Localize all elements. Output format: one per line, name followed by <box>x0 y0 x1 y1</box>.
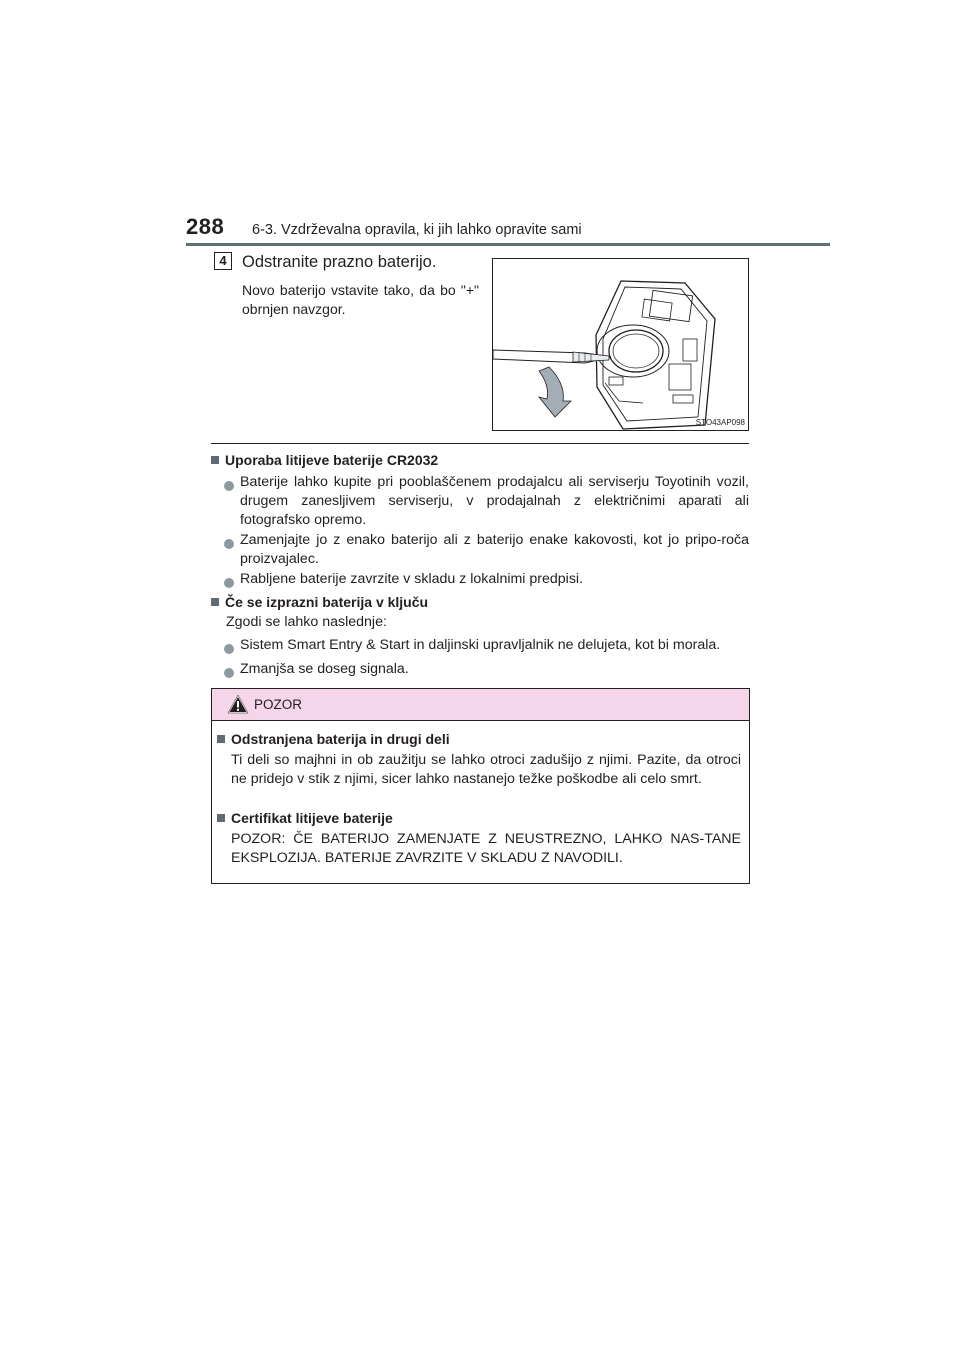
caution-item-text: POZOR: ČE BATERIJO ZAMENJATE Z NEUSTREZNO, LAHKO NAS-TANE EKSPLOZIJA. BATERIJE ZAVRZITE V SKLADU Z NAVODILI. <box>231 831 741 866</box>
caution-header <box>212 689 749 721</box>
caution-label: POZOR <box>254 697 303 712</box>
square-bullet-icon <box>211 456 219 464</box>
caution-item-heading <box>217 810 393 826</box>
circle-bullet-icon <box>224 644 234 654</box>
caution-item-heading-text: Certifikat litijeve baterije <box>231 810 393 826</box>
battery-removal-illustration <box>492 258 749 431</box>
list-item-text: Sistem Smart Entry & Start in daljinski upravljalnik ne delujeta, kot bi morala. <box>240 637 721 653</box>
caution-box <box>211 688 750 884</box>
caution-item-heading <box>217 731 450 747</box>
step-instruction: Novo baterijo vstavite tako, da bo "+" obrnjen navzgor. <box>242 282 479 317</box>
square-bullet-icon <box>217 814 225 822</box>
section-title: 6-3. Vzdrževalna opravila, ki jih lahko opravite sami <box>252 222 582 238</box>
list-item-text: Zmanjša se doseg signala. <box>240 661 409 677</box>
section-heading <box>211 452 438 468</box>
square-bullet-icon <box>217 735 225 743</box>
section-heading-text: Če se izprazni baterija v ključu <box>225 594 429 610</box>
list-item <box>224 531 749 569</box>
warning-triangle-icon <box>227 694 249 714</box>
header-rule <box>186 243 830 246</box>
list-item-text: Rabljene baterije zavrzite v skladu z lokalnimi predpisi. <box>240 571 584 587</box>
circle-bullet-icon <box>224 539 234 549</box>
list-item <box>224 570 749 593</box>
divider <box>211 443 749 444</box>
key-fob-drawing <box>493 259 748 430</box>
list-item <box>224 636 749 659</box>
step-number-badge: 4 <box>214 252 232 270</box>
list-item <box>224 660 749 683</box>
list-item <box>224 473 749 530</box>
circle-bullet-icon <box>224 578 234 588</box>
list-item-text: Zamenjajte jo z enako baterijo ali z baterijo enake kakovosti, kot jo pripo-roča proizvajalec. <box>240 532 749 567</box>
section-intro: Zgodi se lahko naslednje: <box>226 614 387 630</box>
caution-item-text: Ti deli so majhni in ob zaužitju se lahko otroci zadušijo z njimi. Pazite, da otroci ne pridejo v stik z njimi, sicer lahko nastanejo težke poškodbe ali celo smrt. <box>231 752 741 787</box>
section-heading <box>211 594 428 610</box>
section-heading-text: Uporaba litijeve baterije CR2032 <box>225 452 439 468</box>
caution-item-heading-text: Odstranjena baterija in drugi deli <box>231 731 450 747</box>
circle-bullet-icon <box>224 668 234 678</box>
step-title: Odstranite prazno baterijo. <box>242 253 437 271</box>
circle-bullet-icon <box>224 481 234 491</box>
page-number: 288 <box>186 214 225 239</box>
figure-code: STO43AP098 <box>695 418 745 427</box>
list-item-text: Baterije lahko kupite pri pooblaščenem prodajalcu ali serviserju Toyotinih vozil, drugem zanesljivem serviserju, v prodajalnah z električnimi aparati ali fotografsko opremo. <box>240 474 749 528</box>
square-bullet-icon <box>211 598 219 606</box>
